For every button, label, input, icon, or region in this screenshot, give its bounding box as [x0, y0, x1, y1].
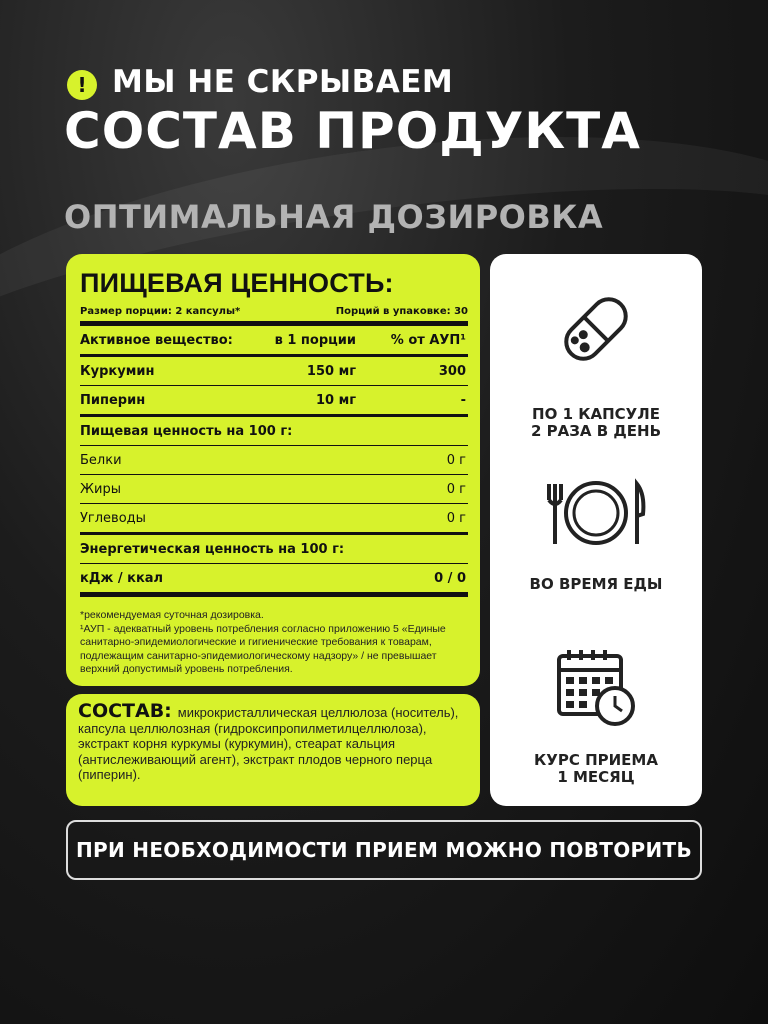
servings-per-pack: Порций в упаковке: 30	[335, 306, 468, 317]
meal-text	[490, 576, 702, 593]
cell-percent: -	[460, 392, 466, 408]
cell-value: 0 г	[446, 481, 466, 497]
dose-text	[490, 406, 702, 440]
meal-block	[490, 478, 702, 593]
footnote-2: ¹АУП - адекватный уровень потребления согласно приложению 5 «Единые санитарно-эпидемиологические и гигиенические требования к товарам, подлежащим санитарно-эпидемиологическому надзору» / не превышает верхний допустимый уровень потребления.	[80, 622, 446, 675]
dose-block	[490, 284, 702, 440]
cell-percent: 300	[438, 363, 466, 379]
per100-header-row	[80, 417, 468, 446]
active-header-portion: в 1 порции	[274, 332, 356, 348]
footnote-1: *рекомендуемая суточная дозировка.	[80, 609, 264, 621]
nutrition-title: ПИЩЕВАЯ ЦЕННОСТЬ:	[80, 268, 394, 298]
header-line1: МЫ НЕ СКРЫВАЕМ	[112, 64, 454, 100]
composition-title: СОСТАВ:	[78, 700, 172, 722]
table-row	[80, 475, 468, 504]
active-header-row	[80, 326, 468, 357]
cell-name: Белки	[80, 452, 122, 468]
course-text	[490, 752, 702, 786]
cell-value: 0 г	[446, 510, 466, 526]
course-block	[490, 646, 702, 786]
plate-cutlery-icon	[541, 478, 651, 548]
table-row	[80, 386, 468, 417]
table-row	[80, 357, 468, 386]
cell-portion: 150 мг	[306, 363, 356, 379]
header-subtitle: ОПТИМАЛЬНАЯ ДОЗИРОВКА	[64, 198, 604, 236]
table-row	[80, 446, 468, 475]
cell-name: кДж / ккал	[80, 570, 164, 586]
dose-line1: ПО 1 КАПСУЛЕ	[532, 405, 660, 423]
serving-info	[80, 306, 468, 326]
cell-portion: 10 мг	[315, 392, 356, 408]
cell-name: Жиры	[80, 481, 121, 497]
dose-line2: 2 РАЗА В ДЕНЬ	[531, 422, 661, 440]
meal-line1: ВО ВРЕМЯ ЕДЫ	[529, 575, 663, 593]
capsule-icon	[551, 284, 641, 374]
cell-value: 0 / 0	[434, 570, 466, 586]
active-header-percent: % от АУП¹	[390, 332, 466, 348]
composition-text: микрокристаллическая целлюлоза (носитель), капсула целлюлозная (гидроксипропилметилцеллюлоза), экстракт корня куркумы (куркумин), стеарат кальция (антислеживающий агент), экстракт плодов черного перца (пиперин).	[78, 705, 459, 782]
exclamation-icon: !	[67, 70, 97, 100]
course-line2: 1 МЕСЯЦ	[557, 768, 635, 786]
composition-panel	[66, 694, 480, 806]
nutrition-panel	[66, 254, 480, 686]
course-line1: КУРС ПРИЕМА	[534, 751, 658, 769]
footnotes	[80, 609, 468, 677]
cell-value: 0 г	[446, 452, 466, 468]
cell-name: Пиперин	[80, 392, 146, 408]
energy-header: Энергетическая ценность на 100 г:	[80, 541, 345, 557]
repeat-note: ПРИ НЕОБХОДИМОСТИ ПРИЕМ МОЖНО ПОВТОРИТЬ	[66, 820, 702, 880]
active-header-name: Активное вещество:	[80, 332, 233, 348]
per100-header: Пищевая ценность на 100 г:	[80, 423, 293, 439]
usage-card	[490, 254, 702, 806]
serving-size: Размер порции: 2 капсулы*	[80, 306, 241, 317]
energy-header-row	[80, 535, 468, 564]
table-row	[80, 564, 468, 597]
cell-name: Углеводы	[80, 510, 146, 526]
calendar-clock-icon	[551, 646, 641, 730]
table-row	[80, 504, 468, 535]
cell-name: Куркумин	[80, 363, 155, 379]
header-title: СОСТАВ ПРОДУКТА	[64, 102, 641, 160]
